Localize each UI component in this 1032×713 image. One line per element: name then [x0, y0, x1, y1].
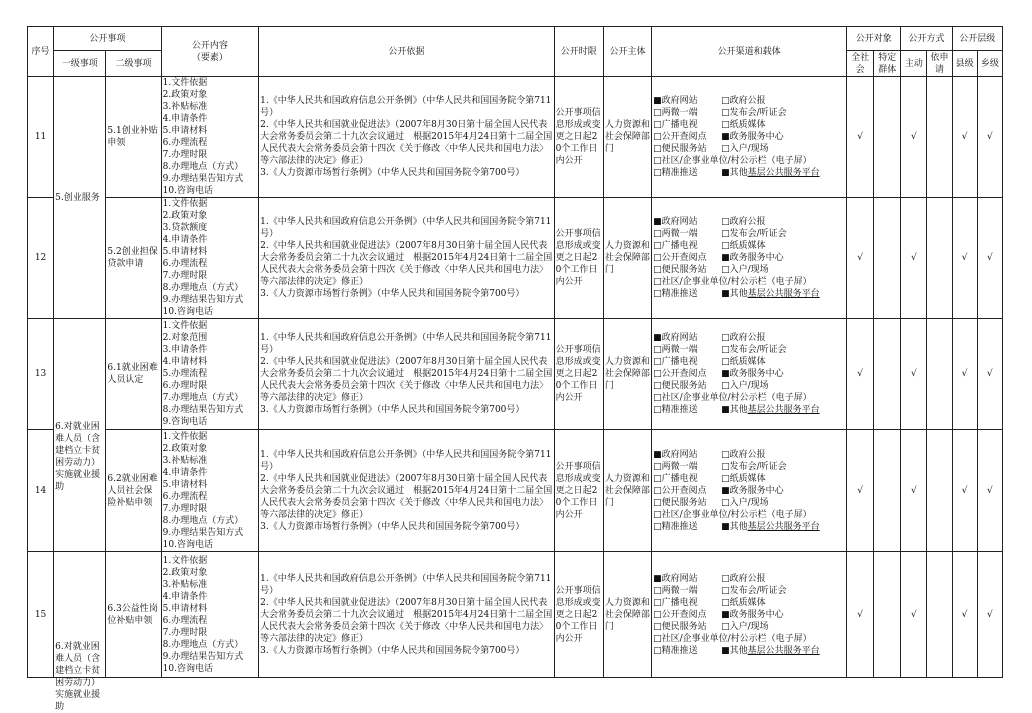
basis-line: 2.《中华人民共和国就业促进法》（2007年8月30日第十届全国人民代表大会常务委员会第二十九次会议通过 根据2015年4月24日第十二届全国人民代表大会常务委员会第十四次《关于修改〈中华人民共和国电力法〉等六部法律的决定》修正） [260, 357, 553, 403]
content-line: 3.补贴标准 [162, 102, 208, 112]
header-target-all [847, 51, 874, 77]
time-cell [554, 430, 603, 552]
header-level-town: 乡级 [977, 51, 1002, 77]
level2-item [106, 430, 161, 552]
content-line: 10.咨询电话 [162, 186, 213, 196]
channel-row [653, 228, 845, 240]
channel-other-text: 基层公共服务平台 [747, 645, 820, 656]
channel-option: □发布会/听证会 [721, 585, 787, 596]
channel-option: □公开查阅点 [653, 485, 707, 496]
channel-other-text: 基层公共服务平台 [747, 521, 820, 532]
channel-option: □便民服务站 [653, 381, 707, 391]
mark-all: √ [847, 552, 874, 678]
basis-line: 1.《中华人民共和国政府信息公开条例》（中华人民共和国国务院令第711号） [260, 573, 552, 596]
channel-row [653, 216, 845, 228]
content-line: 4.申请条件 [162, 114, 208, 124]
mark-town: √ [977, 430, 1002, 552]
content-line: 1.文件依据 [162, 199, 208, 209]
channel-option: □两微一端 [653, 229, 698, 239]
channel-option: □广播电视 [653, 473, 698, 484]
mark-town: √ [977, 77, 1002, 198]
channel-row [653, 597, 845, 609]
content-line: 6.办理流程 [162, 259, 208, 269]
content-line: 6.办理流程 [162, 491, 208, 502]
level2-item-label: 6.2就业困难人员社会保险补贴申领 [107, 473, 158, 508]
content-cell [161, 319, 258, 430]
content-line: 5.办理流程 [162, 369, 208, 379]
table-row [28, 77, 1003, 198]
content-line: 7.办理时限 [162, 150, 208, 160]
channel-option: □政府公报 [721, 217, 766, 227]
level1-item-label: 6.对就业困难人员（含建档立卡贫困劳动力）实施就业援助 [55, 642, 101, 712]
channel-row [653, 461, 845, 473]
channel-option: □两微一端 [653, 461, 698, 472]
table-row [28, 198, 1003, 319]
content-line: 7.办理时限 [162, 271, 208, 281]
channel-option: □两微一端 [653, 585, 698, 596]
header-target-specific [874, 51, 901, 77]
mark-county: √ [952, 552, 977, 678]
channel-other-text: 基层公共服务平台 [747, 168, 820, 178]
channel-option: ■政务服务中心 [721, 369, 784, 379]
channel-option: □入户/现场 [721, 265, 769, 275]
basis-cell [259, 319, 554, 430]
header-target-group: 公开对象 [847, 27, 901, 51]
basis-line: 3.《人力资源市场暂行条例》（中华人民共和国国务院令第700号） [260, 645, 525, 656]
content-line: 4.申请材料 [162, 357, 208, 367]
channel-row [653, 449, 845, 461]
channel-option: ■其他 [721, 521, 748, 532]
channel-row [653, 633, 845, 645]
level1-item: 5.创业服务 [54, 77, 106, 319]
channel-option: □精准推送 [653, 645, 698, 656]
table-body [28, 77, 1003, 712]
row-seq: 15 [28, 552, 54, 678]
channel-option: □公开查阅点 [653, 369, 707, 379]
subject-cell [603, 77, 651, 198]
time-text: 公开事项信息形成或变更之日起20个工作日内公开 [555, 345, 601, 403]
content-line: 3.贷款额度 [162, 223, 208, 233]
content-line: 1.文件依据 [162, 321, 208, 331]
time-text: 公开事项信息形成或变更之日起20个工作日内公开 [555, 229, 601, 287]
level1-item [54, 319, 106, 552]
channel-option: □政府公报 [721, 449, 766, 460]
level1-item [54, 552, 106, 712]
subject-text: 人力资源和社会保障部门 [604, 241, 650, 275]
channel-row [653, 497, 845, 509]
mark-specific [874, 77, 901, 198]
header-level-county: 县级 [952, 51, 977, 77]
channel-option: □发布会/听证会 [721, 108, 787, 118]
basis-line: 1.《中华人民共和国政府信息公开条例》（中华人民共和国国务院令第711号） [260, 217, 552, 239]
channel-row [653, 485, 845, 497]
basis-line: 3.《人力资源市场暂行条例》（中华人民共和国国务院令第700号） [260, 521, 525, 532]
header-level2: 二级事项 [106, 51, 161, 77]
channel-cell [652, 198, 847, 319]
content-line: 4.申请条件 [162, 591, 208, 602]
time-text: 公开事项信息形成或变更之日起20个工作日内公开 [555, 461, 601, 520]
content-line: 9.办理结果告知方式 [162, 174, 244, 184]
channel-option: ■政务服务中心 [721, 485, 784, 496]
channel-option: □社区/企事业单位/村公示栏（电子屏） [653, 277, 812, 287]
content-line: 2.政策对象 [162, 211, 208, 221]
header-content [161, 27, 258, 77]
row-seq: 14 [28, 430, 54, 552]
channel-row [653, 131, 845, 143]
channel-option: □广播电视 [653, 241, 698, 251]
subject-cell [603, 430, 651, 552]
basis-line: 3.《人力资源市场暂行条例》（中华人民共和国国务院令第700号） [260, 405, 525, 415]
time-text: 公开事项信息形成或变更之日起20个工作日内公开 [555, 585, 601, 644]
channel-row [653, 332, 845, 344]
channel-row [653, 264, 845, 276]
time-cell [554, 198, 603, 319]
basis-cell [259, 552, 554, 678]
channel-option: □便民服务站 [653, 144, 707, 154]
content-line: 2.对象范围 [162, 333, 208, 343]
channel-option: □两微一端 [653, 345, 698, 355]
content-line: 8.办理结果告知方式 [162, 405, 244, 415]
mark-request [927, 319, 952, 430]
basis-line: 2.《中华人民共和国就业促进法》（2007年8月30日第十届全国人民代表大会常务委员会第二十九次会议通过 根据2015年4月24日第十二届全国人民代表大会常务委员会第十四次《关于修改〈中华人民共和国电力法〉等六部法律的决定》修正） [260, 120, 553, 166]
row-seq: 12 [28, 198, 54, 319]
header-target-specific-label: 特定群体 [878, 52, 897, 75]
basis-line: 3.《人力资源市场暂行条例》（中华人民共和国国务院令第700号） [260, 168, 525, 178]
basis-line: 2.《中华人民共和国就业促进法》（2007年8月30日第十届全国人民代表大会常务委员会第二十九次会议通过 根据2015年4月24日第十二届全国人民代表大会常务委员会第十四次《关于修改〈中华人民共和国电力法〉等六部法律的决定》修正） [260, 473, 553, 520]
header-time: 公开时限 [554, 27, 603, 77]
content-line: 10.咨询电话 [162, 663, 213, 674]
channel-option: □便民服务站 [653, 621, 707, 632]
content-line: 10.咨询电话 [162, 307, 213, 317]
level2-item [106, 198, 161, 319]
channel-row [653, 392, 845, 404]
content-line: 2.政策对象 [162, 90, 208, 100]
mark-county: √ [952, 430, 977, 552]
mark-request [927, 198, 952, 319]
channel-option: □精准推送 [653, 405, 698, 415]
channel-option: □广播电视 [653, 120, 698, 130]
channel-option: □精准推送 [653, 289, 698, 299]
channel-other-text: 基层公共服务平台 [747, 289, 820, 299]
mark-active: √ [901, 198, 927, 319]
channel-option: □社区/企事业单位/村公示栏（电子屏） [653, 393, 812, 403]
content-line: 8.办理地点（方式） [162, 639, 244, 650]
channel-option: □便民服务站 [653, 265, 707, 275]
content-line: 5.申请材料 [162, 603, 208, 614]
channel-cell [652, 319, 847, 430]
basis-line: 2.《中华人民共和国就业促进法》（2007年8月30日第十届全国人民代表大会常务委员会第二十九次会议通过 根据2015年4月24日第十二届全国人民代表大会常务委员会第十四次《关于修改〈中华人民共和国电力法〉等六部法律的决定》修正） [260, 241, 553, 287]
mark-request [927, 552, 952, 678]
content-line: 10.咨询电话 [162, 539, 213, 550]
time-text: 公开事项信息形成或变更之日起20个工作日内公开 [555, 108, 601, 166]
channel-row [653, 240, 845, 252]
content-line: 8.办理地点（方式） [162, 283, 244, 293]
channel-option: □精准推送 [653, 521, 698, 532]
mark-active: √ [901, 430, 927, 552]
header-item-group: 公开事项 [54, 27, 162, 51]
content-line: 3.申请条件 [162, 345, 208, 355]
content-cell [161, 198, 258, 319]
content-line: 9.办理结果告知方式 [162, 295, 244, 305]
channel-option: ■其他 [721, 405, 748, 415]
channel-option: ■政府网站 [653, 449, 698, 460]
channel-option: □入户/现场 [721, 497, 769, 508]
channel-row [653, 95, 845, 107]
mark-request [927, 430, 952, 552]
channel-row [653, 573, 845, 585]
channel-option: □公开查阅点 [653, 253, 707, 263]
mark-all: √ [847, 77, 874, 198]
content-line: 4.申请条件 [162, 235, 208, 245]
channel-row [653, 585, 845, 597]
basis-line: 2.《中华人民共和国就业促进法》（2007年8月30日第十届全国人民代表大会常务委员会第二十九次会议通过 根据2015年4月24日第十二届全国人民代表大会常务委员会第十四次《关于修改〈中华人民共和国电力法〉等六部法律的决定》修正） [260, 597, 553, 644]
channel-row [653, 107, 845, 119]
mark-all: √ [847, 198, 874, 319]
channel-cell [652, 430, 847, 552]
level2-item-label: 6.1就业困难人员认定 [107, 363, 158, 385]
row-seq: 11 [28, 77, 54, 198]
channel-row [653, 167, 845, 179]
channel-row [653, 473, 845, 485]
channel-row [653, 404, 845, 416]
channel-option: □公开查阅点 [653, 132, 707, 142]
channel-row [653, 621, 845, 633]
level1-item-label: 6.对就业困难人员（含建档立卡贫困劳动力）实施就业援助 [55, 422, 101, 492]
channel-option: □便民服务站 [653, 497, 707, 508]
content-line: 6.办理时限 [162, 381, 208, 391]
mark-active: √ [901, 552, 927, 678]
channel-option: □政府公报 [721, 333, 766, 343]
header-mode-active: 主动 [901, 51, 927, 77]
channel-option: □社区/企事业单位/村公示栏（电子屏） [653, 509, 812, 520]
content-line: 7.办理地点（方式） [162, 393, 244, 403]
content-line: 7.办理时限 [162, 627, 208, 638]
channel-option: ■政府网站 [653, 96, 698, 106]
channel-option: □广播电视 [653, 357, 698, 367]
channel-option: □广播电视 [653, 597, 698, 608]
mark-county: √ [952, 77, 977, 198]
table-row [28, 430, 1003, 552]
channel-option: □精准推送 [653, 168, 698, 178]
basis-line: 3.《人力资源市场暂行条例》（中华人民共和国国务院令第700号） [260, 289, 525, 299]
channel-option: ■政府网站 [653, 217, 698, 227]
channel-option: □两微一端 [653, 108, 698, 118]
time-cell [554, 552, 603, 678]
channel-option: ■政务服务中心 [721, 253, 784, 263]
channel-row [653, 119, 845, 131]
content-cell [161, 552, 258, 678]
basis-line: 1.《中华人民共和国政府信息公开条例》（中华人民共和国国务院令第711号） [260, 96, 552, 118]
basis-cell [259, 198, 554, 319]
level2-item-label: 5.2创业担保贷款申请 [107, 247, 158, 269]
header-basis: 公开依据 [259, 27, 554, 77]
channel-option: □纸质媒体 [721, 241, 766, 251]
mark-county: √ [952, 198, 977, 319]
channel-option: □政府公报 [721, 573, 766, 584]
content-line: 3.补贴标准 [162, 455, 208, 466]
content-line: 1.文件依据 [162, 78, 208, 88]
channel-row [653, 380, 845, 392]
content-line: 1.文件依据 [162, 555, 208, 566]
table-row [28, 319, 1003, 430]
row-seq: 13 [28, 319, 54, 430]
channel-option: ■其他 [721, 289, 748, 299]
channel-option: □入户/现场 [721, 381, 769, 391]
subject-text: 人力资源和社会保障部门 [604, 357, 650, 391]
channel-option: ■其他 [721, 168, 748, 178]
basis-cell [259, 430, 554, 552]
channel-other-text: 基层公共服务平台 [747, 405, 820, 415]
header-mode-request [927, 51, 952, 77]
mark-town: √ [977, 198, 1002, 319]
header-mode-request-label: 依申请 [930, 52, 949, 75]
basis-cell [259, 77, 554, 198]
mark-town: √ [977, 552, 1002, 678]
header-channel: 公开渠道和载体 [652, 27, 847, 77]
channel-row [653, 609, 845, 621]
disclosure-table [27, 26, 1003, 712]
channel-row [653, 288, 845, 300]
channel-row [653, 368, 845, 380]
mark-request [927, 77, 952, 198]
channel-option: ■政务服务中心 [721, 132, 784, 142]
channel-row [653, 645, 845, 657]
channel-option: □社区/企事业单位/村公示栏（电子屏） [653, 633, 812, 644]
header-level1: 一级事项 [54, 51, 106, 77]
channel-row [653, 143, 845, 155]
channel-option: □入户/现场 [721, 144, 769, 154]
level2-item [106, 77, 161, 198]
content-line: 8.办理地点（方式） [162, 515, 244, 526]
mark-all: √ [847, 430, 874, 552]
channel-option: □发布会/听证会 [721, 461, 787, 472]
level2-item [106, 319, 161, 430]
mark-specific [874, 430, 901, 552]
channel-option: □纸质媒体 [721, 597, 766, 608]
channel-option: □入户/现场 [721, 621, 769, 632]
channel-option: □纸质媒体 [721, 357, 766, 367]
basis-line: 1.《中华人民共和国政府信息公开条例》（中华人民共和国国务院令第711号） [260, 449, 552, 472]
content-line: 1.文件依据 [162, 431, 208, 442]
time-cell [554, 77, 603, 198]
channel-option: □社区/企事业单位/村公示栏（电子屏） [653, 156, 812, 166]
content-cell [161, 77, 258, 198]
content-line: 8.办理地点（方式） [162, 162, 244, 172]
channel-cell [652, 77, 847, 198]
channel-row [653, 509, 845, 521]
basis-line: 1.《中华人民共和国政府信息公开条例》（中华人民共和国国务院令第711号） [260, 333, 552, 355]
content-line: 5.申请材料 [162, 126, 208, 136]
channel-row [653, 356, 845, 368]
content-line: 6.办理流程 [162, 615, 208, 626]
content-line: 7.办理时限 [162, 503, 208, 514]
mark-county: √ [952, 319, 977, 430]
level2-item-label: 6.3公益性岗位补贴申领 [107, 603, 158, 626]
mark-all: √ [847, 319, 874, 430]
channel-option: ■政府网站 [653, 573, 698, 584]
content-line: 4.申请条件 [162, 467, 208, 478]
channel-cell [652, 552, 847, 678]
mark-specific [874, 552, 901, 678]
header-content-label: 公开内容 （要素） [191, 40, 228, 63]
channel-option: ■其他 [721, 645, 748, 656]
content-line: 9.办理结果告知方式 [162, 527, 244, 538]
channel-option: □纸质媒体 [721, 473, 766, 484]
subject-cell [603, 319, 651, 430]
time-cell [554, 319, 603, 430]
subject-cell [603, 198, 651, 319]
mark-active: √ [901, 77, 927, 198]
subject-text: 人力资源和社会保障部门 [604, 120, 650, 154]
header-mode-group: 公开方式 [901, 27, 952, 51]
subject-text: 人力资源和社会保障部门 [604, 597, 650, 632]
channel-row [653, 521, 845, 533]
content-line: 2.政策对象 [162, 443, 208, 454]
channel-option: □发布会/听证会 [721, 345, 787, 355]
content-line: 2.政策对象 [162, 567, 208, 578]
channel-option: □发布会/听证会 [721, 229, 787, 239]
channel-option: ■政府网站 [653, 333, 698, 343]
mark-specific [874, 319, 901, 430]
content-line: 9.办理结果告知方式 [162, 651, 244, 662]
header-seq: 序号 [28, 27, 54, 77]
channel-option: ■政务服务中心 [721, 609, 784, 620]
channel-row [653, 344, 845, 356]
channel-option: □纸质媒体 [721, 120, 766, 130]
channel-row [653, 276, 845, 288]
header-level-group: 公开层级 [952, 27, 1002, 51]
channel-option: □公开查阅点 [653, 609, 707, 620]
content-line: 3.补贴标准 [162, 579, 208, 590]
level2-item [106, 552, 161, 678]
content-line: 5.申请材料 [162, 479, 208, 490]
content-line: 9.咨询电话 [162, 417, 208, 427]
channel-option: □政府公报 [721, 96, 766, 106]
subject-cell [603, 552, 651, 678]
table-row [28, 552, 1003, 678]
mark-specific [874, 198, 901, 319]
content-line: 5.申请材料 [162, 247, 208, 257]
header-target-all-label: 全社会 [851, 52, 870, 75]
subject-text: 人力资源和社会保障部门 [604, 473, 650, 508]
content-line: 6.办理流程 [162, 138, 208, 148]
channel-row [653, 155, 845, 167]
mark-town: √ [977, 319, 1002, 430]
channel-row [653, 252, 845, 264]
content-cell [161, 430, 258, 552]
mark-active: √ [901, 319, 927, 430]
level2-item-label: 5.1创业补贴申领 [107, 126, 158, 148]
header-subject: 公开主体 [603, 27, 651, 77]
